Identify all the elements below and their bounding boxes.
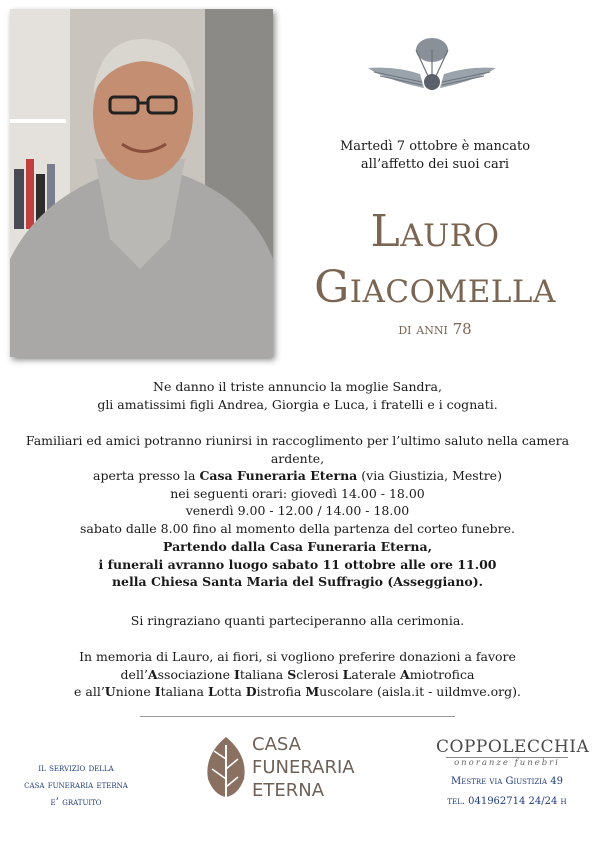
text-segment: otta <box>216 684 246 699</box>
initial-letter: A <box>147 666 158 682</box>
memory-line-1: In memoria di Lauro, ai fiori, si vogliono preferire donazioni a favore <box>79 649 516 664</box>
coppolecchia-name: COPPOLECCHIA <box>436 737 590 757</box>
text-segment: taliana <box>160 684 208 699</box>
free-service-note <box>6 760 146 811</box>
initial-letter: A <box>400 666 410 682</box>
text-segment: nione <box>115 684 155 699</box>
casa-funeraria-eterna-logo <box>252 733 392 802</box>
text-segment: e all’ <box>74 684 105 699</box>
coppolecchia-subtitle: onoranze funebri <box>446 757 568 769</box>
text-segment: taliana <box>239 666 288 682</box>
thanks-paragraph: Si ringraziano quanti parteciperanno alla cerimonia. <box>130 613 465 628</box>
funeral-line-1: Partendo dalla Casa Funeraria Eterna, <box>163 539 432 554</box>
viewing-line-2-post: (via Giustizia, Mestre) <box>357 468 502 483</box>
free-line-3: e’ gratuito <box>50 796 102 808</box>
viewing-location: Casa Funeraria Eterna <box>199 468 358 483</box>
divider <box>140 716 455 717</box>
family-line-2: gli amatissimi figli Andrea, Giorgia e Luca, i fratelli e i cognati. <box>97 396 498 412</box>
coppolecchia-phone: tel. 041962714 24/24 h <box>447 796 567 807</box>
initial-letter: L <box>342 666 352 682</box>
viewing-line-1: Familiari ed amici potranno riunirsi in raccoglimento per l’ultimo saluto nella camera ardente, <box>25 433 570 466</box>
coppolecchia-address: Mestre via Giustizia 49 <box>451 776 563 787</box>
viewing-line-4: venerdì 9.00 - 12.00 / 14.00 - 18.00 <box>185 503 410 518</box>
text-segment: clerosi <box>296 666 343 682</box>
free-line-2: casa funeraria eterna <box>24 779 128 791</box>
announcement-line-1: Martedì 7 ottobre è mancato <box>339 139 531 154</box>
free-line-1: il servizio della <box>38 762 114 774</box>
family-paragraph <box>0 378 595 413</box>
cfe-line-3: ETERNA <box>252 780 325 801</box>
initial-letter: D <box>245 684 257 699</box>
funeral-line-2: i funerali avranno luogo sabato 11 ottobre alle ore 11.00 <box>98 556 497 572</box>
paratrooper-wings-emblem-icon <box>366 36 498 94</box>
text-segment: ssociazione <box>157 666 234 682</box>
initial-letter: L <box>207 684 217 699</box>
initial-letter: I <box>233 666 240 682</box>
first-name: Lauro <box>370 206 500 257</box>
viewing-line-3: nei seguenti orari: giovedì 14.00 - 18.00 <box>170 485 425 501</box>
deceased-photo <box>10 9 273 357</box>
cfe-line-2: FUNERARIA <box>252 757 355 778</box>
age: di anni 78 <box>398 320 472 338</box>
viewing-paragraph <box>0 432 595 537</box>
viewing-line-2 <box>0 467 595 485</box>
memory-line-3 <box>0 683 595 701</box>
family-line-1: Ne danno il triste annuncio la moglie Sandra, <box>153 379 442 394</box>
viewing-line-5: sabato dalle 8.00 fino al momento della partenza del corteo funebre. <box>80 520 515 536</box>
announcement-line-2: all’affetto dei suoi cari <box>360 157 510 172</box>
funeral-paragraph <box>0 538 595 591</box>
text-segment: aterale <box>351 666 401 682</box>
initial-letter: U <box>104 684 116 699</box>
death-announcement <box>285 138 585 174</box>
viewing-line-2-pre: aperta presso la <box>93 468 200 483</box>
text-segment: dell’ <box>120 666 148 682</box>
coppolecchia-logo <box>436 737 590 769</box>
text-segment: miotrofica <box>409 666 475 682</box>
initial-letter: S <box>287 666 297 682</box>
funeral-line-3: nella Chiesa Santa Maria del Suffragio (Asseggiano). <box>111 574 484 589</box>
leaf-logo-icon <box>204 735 248 803</box>
initial-letter: M <box>305 684 320 699</box>
text-segment: istrofia <box>256 684 306 699</box>
memory-paragraph <box>0 648 595 701</box>
cfe-line-1: CASA <box>252 734 301 755</box>
memory-line-2 <box>0 666 595 684</box>
text-segment: uscolare (aisla.it - uildmve.org). <box>319 684 521 699</box>
initial-letter: I <box>154 684 161 699</box>
coppolecchia-contact <box>436 772 578 812</box>
last-name: Giacomella <box>314 262 556 313</box>
